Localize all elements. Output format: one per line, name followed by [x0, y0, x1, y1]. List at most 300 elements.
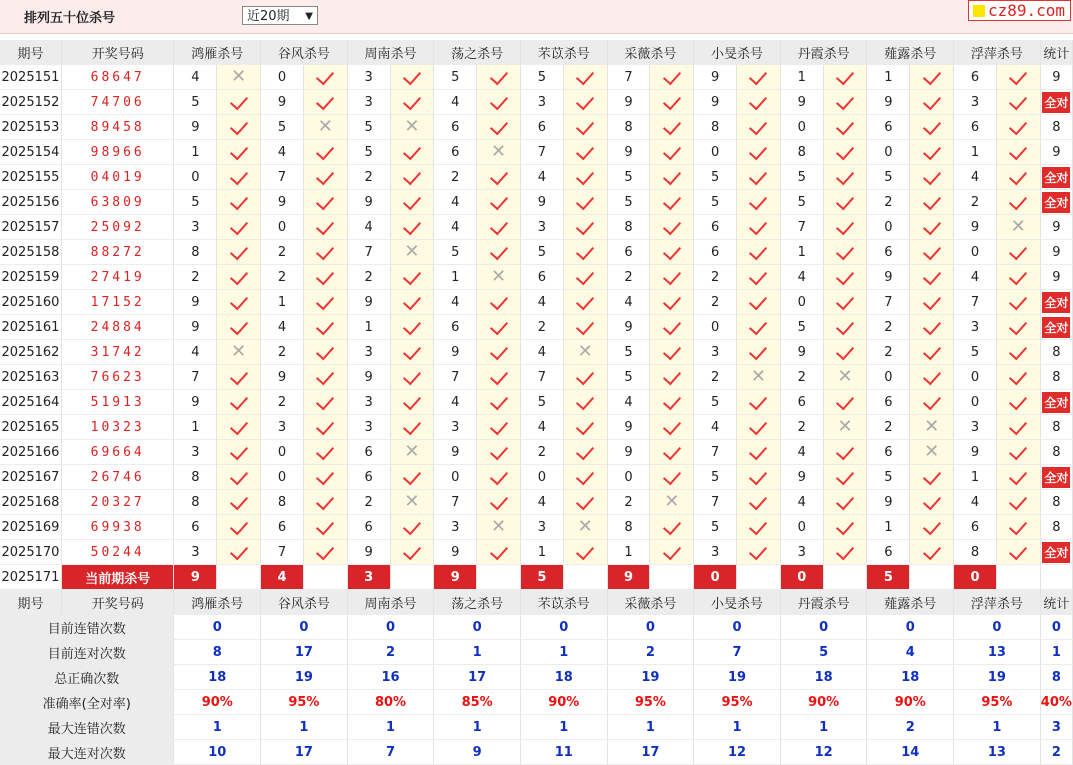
check-icon	[230, 391, 248, 410]
check-icon	[316, 66, 334, 85]
result-cell	[564, 465, 608, 490]
drawn-number-cell: 51913	[62, 390, 175, 415]
result-cell	[997, 240, 1041, 265]
table-row	[0, 165, 1073, 190]
header-row	[0, 40, 1073, 65]
cross-icon: ✕	[231, 341, 247, 362]
result-cell	[824, 215, 868, 240]
check-icon	[836, 341, 854, 360]
check-icon	[403, 266, 421, 285]
column-header-expert[interactable]: 荡之杀号	[434, 40, 521, 65]
check-icon	[1009, 291, 1027, 310]
kill-value-cell: 9	[608, 440, 651, 465]
check-icon	[836, 516, 854, 535]
summary-value: 18	[521, 665, 608, 690]
check-icon	[749, 216, 767, 235]
cross-icon: ✕	[404, 441, 420, 462]
kill-value-cell: 9	[521, 190, 564, 215]
result-cell	[910, 265, 954, 290]
kill-value-cell: 6	[867, 115, 910, 140]
kill-value-cell: 8	[261, 490, 304, 515]
summary-value: 0	[521, 615, 608, 640]
result-cell	[737, 315, 781, 340]
kill-value-cell: 2	[867, 315, 910, 340]
result-cell	[391, 415, 435, 440]
check-icon	[230, 541, 248, 560]
column-header-expert[interactable]: 周南杀号	[348, 40, 435, 65]
check-icon	[749, 441, 767, 460]
check-icon	[663, 416, 681, 435]
result-cell	[477, 490, 521, 515]
period-cell: 2025156	[0, 190, 62, 215]
summary-value: 13	[954, 640, 1041, 665]
kill-value-cell: 0	[867, 365, 910, 390]
check-icon	[663, 91, 681, 110]
period-cell: 2025152	[0, 90, 62, 115]
summary-label: 准确率(全对率)	[0, 690, 174, 715]
stat-cell: 9	[1041, 65, 1073, 90]
check-icon	[923, 116, 941, 135]
kill-value-cell: 6	[867, 240, 910, 265]
result-cell	[824, 240, 868, 265]
result-cell	[217, 440, 261, 465]
stat-cell: 9	[1041, 240, 1073, 265]
drawn-number-cell: 69664	[62, 440, 175, 465]
check-icon	[923, 191, 941, 210]
result-cell	[997, 190, 1041, 215]
check-icon	[1009, 516, 1027, 535]
kill-value-cell: 9	[608, 90, 651, 115]
result-cell	[650, 390, 694, 415]
kill-value-cell: 2	[608, 265, 651, 290]
kill-value-cell: 9	[174, 290, 217, 315]
drawn-number-cell: 27419	[62, 265, 175, 290]
kill-value-cell: 4	[781, 490, 824, 515]
summary-value: 90%	[867, 690, 954, 715]
check-icon	[663, 441, 681, 460]
check-icon	[403, 191, 421, 210]
check-icon	[663, 241, 681, 260]
kill-value-cell: 0	[867, 140, 910, 165]
summary-value: 19	[694, 665, 781, 690]
table-row	[0, 215, 1073, 240]
check-icon	[749, 166, 767, 185]
result-cell	[737, 290, 781, 315]
check-icon	[663, 166, 681, 185]
kill-value-cell: 5	[521, 390, 564, 415]
check-icon	[230, 366, 248, 385]
result-cell	[737, 415, 781, 440]
summary-value: 1	[521, 715, 608, 740]
result-cell	[391, 265, 435, 290]
cross-icon: ✕	[837, 416, 853, 437]
column-header-expert[interactable]: 小旻杀号	[694, 40, 781, 65]
result-cell	[304, 465, 348, 490]
summary-label: 总正确次数	[0, 665, 174, 690]
summary-value: 2	[867, 715, 954, 740]
column-header-expert[interactable]: 周南杀号	[348, 590, 435, 615]
summary-row	[0, 715, 1073, 740]
result-cell	[650, 290, 694, 315]
column-header-expert[interactable]: 芣苡杀号	[521, 40, 608, 65]
kill-value-cell: 5	[261, 115, 304, 140]
stat-cell: 9	[1041, 215, 1073, 240]
check-icon	[836, 191, 854, 210]
empty-cell	[564, 565, 608, 590]
summary-value: 11	[521, 740, 608, 765]
check-icon	[403, 366, 421, 385]
check-icon	[316, 366, 334, 385]
period-cell: 2025171	[0, 565, 62, 590]
kill-value-cell: 5	[954, 340, 997, 365]
column-header-expert[interactable]: 谷风杀号	[261, 590, 348, 615]
table-row	[0, 290, 1073, 315]
result-cell	[477, 90, 521, 115]
column-header-expert[interactable]: 丹霞杀号	[781, 40, 868, 65]
summary-label: 目前连错次数	[0, 615, 174, 640]
check-icon	[403, 391, 421, 410]
check-icon	[230, 116, 248, 135]
summary-value: 0	[174, 615, 261, 640]
table-row	[0, 440, 1073, 465]
kill-value-cell: 1	[781, 65, 824, 90]
stat-cell: 8	[1041, 440, 1073, 465]
column-header-expert[interactable]: 鸿雁杀号	[174, 40, 261, 65]
result-cell	[217, 290, 261, 315]
column-header-expert[interactable]: 采薇杀号	[608, 40, 695, 65]
check-icon	[230, 166, 248, 185]
kill-value-cell: 4	[521, 340, 564, 365]
result-cell	[477, 140, 521, 165]
check-icon	[489, 541, 507, 560]
result-cell	[304, 415, 348, 440]
check-icon	[1009, 91, 1027, 110]
check-icon	[316, 291, 334, 310]
period-cell: 2025167	[0, 465, 62, 490]
current-kill-value: 0	[694, 565, 737, 590]
check-icon	[576, 291, 594, 310]
check-icon	[749, 141, 767, 160]
kill-value-cell: 0	[694, 315, 737, 340]
kill-value-cell: 3	[174, 440, 217, 465]
result-cell	[564, 190, 608, 215]
kill-value-cell: 6	[694, 240, 737, 265]
check-icon	[1009, 316, 1027, 335]
summary-total: 2	[1041, 740, 1073, 765]
check-icon	[836, 166, 854, 185]
all-correct-badge: 全对	[1042, 467, 1070, 488]
check-icon	[663, 266, 681, 285]
kill-value-cell: 8	[174, 490, 217, 515]
stat-cell: 8	[1041, 490, 1073, 515]
result-cell	[824, 315, 868, 340]
empty-cell	[737, 565, 781, 590]
column-header-stats: 统计	[1041, 40, 1073, 65]
column-header-expert[interactable]: 薤露杀号	[867, 40, 954, 65]
result-cell	[737, 490, 781, 515]
result-cell	[997, 515, 1041, 540]
result-cell	[650, 265, 694, 290]
table-row	[0, 240, 1073, 265]
cross-icon: ✕	[1010, 216, 1026, 237]
kill-value-cell: 7	[434, 490, 477, 515]
result-cell	[997, 490, 1041, 515]
column-header-expert[interactable]: 浮萍杀号	[954, 40, 1041, 65]
column-header-expert[interactable]: 荡之杀号	[434, 590, 521, 615]
kill-value-cell: 3	[348, 415, 391, 440]
result-cell	[391, 140, 435, 165]
result-cell	[737, 440, 781, 465]
drawn-number-cell: 31742	[62, 340, 175, 365]
current-kill-value: 0	[954, 565, 997, 590]
summary-value: 19	[261, 665, 348, 690]
check-icon	[576, 66, 594, 85]
result-cell	[304, 265, 348, 290]
summary-row	[0, 615, 1073, 640]
kill-value-cell: 9	[867, 90, 910, 115]
kill-value-cell: 6	[954, 515, 997, 540]
result-cell	[910, 90, 954, 115]
period-range-select[interactable]	[242, 6, 318, 25]
kill-value-cell: 6	[867, 440, 910, 465]
check-icon	[576, 91, 594, 110]
result-cell	[217, 90, 261, 115]
kill-value-cell: 6	[348, 465, 391, 490]
drawn-number-cell: 26746	[62, 465, 175, 490]
summary-value: 90%	[781, 690, 868, 715]
result-cell	[304, 365, 348, 390]
check-icon	[576, 191, 594, 210]
summary-total: 0	[1041, 615, 1073, 640]
cross-icon: ✕	[490, 141, 507, 162]
result-cell	[650, 115, 694, 140]
result-cell	[304, 540, 348, 565]
result-cell	[737, 515, 781, 540]
check-icon	[316, 441, 334, 460]
period-cell: 2025168	[0, 490, 62, 515]
summary-value: 1	[694, 715, 781, 740]
check-icon	[316, 541, 334, 560]
check-icon	[230, 266, 248, 285]
result-cell	[564, 90, 608, 115]
kill-value-cell: 7	[521, 365, 564, 390]
check-icon	[403, 66, 421, 85]
check-icon	[749, 516, 767, 535]
result-cell	[824, 290, 868, 315]
kill-value-cell: 9	[608, 315, 651, 340]
kill-value-cell: 9	[954, 215, 997, 240]
check-icon	[316, 241, 334, 260]
column-header-expert[interactable]: 谷风杀号	[261, 40, 348, 65]
result-cell	[910, 465, 954, 490]
kill-value-cell: 4	[434, 390, 477, 415]
stat-cell	[1041, 290, 1073, 315]
kill-value-cell: 1	[348, 315, 391, 340]
kill-value-cell: 9	[781, 340, 824, 365]
kill-value-cell: 5	[694, 465, 737, 490]
result-cell	[217, 415, 261, 440]
table-row	[0, 115, 1073, 140]
column-header-stats: 统计	[1041, 590, 1073, 615]
kill-value-cell: 5	[348, 115, 391, 140]
kill-value-cell: 3	[174, 215, 217, 240]
check-icon	[489, 466, 507, 485]
result-cell	[564, 315, 608, 340]
result-cell	[304, 290, 348, 315]
result-cell	[650, 140, 694, 165]
result-cell	[824, 465, 868, 490]
check-icon	[403, 316, 421, 335]
check-icon	[403, 466, 421, 485]
check-icon	[316, 191, 334, 210]
current-kill-value: 3	[348, 565, 391, 590]
summary-value: 2	[348, 640, 435, 665]
summary-value: 12	[781, 740, 868, 765]
result-cell	[391, 290, 435, 315]
result-cell	[477, 290, 521, 315]
header-row	[0, 590, 1073, 615]
check-icon	[316, 141, 334, 160]
check-icon	[316, 491, 334, 510]
summary-value: 0	[261, 615, 348, 640]
check-icon	[489, 166, 507, 185]
kill-value-cell: 2	[954, 190, 997, 215]
check-icon	[663, 341, 681, 360]
column-header-expert[interactable]: 薤露杀号	[867, 590, 954, 615]
kill-value-cell: 0	[867, 215, 910, 240]
result-cell	[650, 190, 694, 215]
kill-value-cell: 5	[608, 165, 651, 190]
all-correct-badge: 全对	[1042, 392, 1070, 413]
result-cell	[217, 65, 261, 90]
check-icon	[836, 466, 854, 485]
result-cell	[910, 340, 954, 365]
check-icon	[230, 141, 248, 160]
kill-value-cell: 4	[521, 415, 564, 440]
column-header-expert[interactable]: 芣苡杀号	[521, 590, 608, 615]
check-icon	[663, 516, 681, 535]
column-header-expert[interactable]: 鸿雁杀号	[174, 590, 261, 615]
result-cell	[477, 190, 521, 215]
column-header-expert[interactable]: 丹霞杀号	[781, 590, 868, 615]
kill-value-cell: 5	[434, 240, 477, 265]
check-icon	[663, 391, 681, 410]
check-icon	[749, 316, 767, 335]
check-icon	[923, 291, 941, 310]
period-cell: 2025158	[0, 240, 62, 265]
kill-value-cell: 5	[781, 165, 824, 190]
column-header-expert[interactable]: 浮萍杀号	[954, 590, 1041, 615]
kill-value-cell: 5	[608, 340, 651, 365]
kill-value-cell: 6	[261, 515, 304, 540]
summary-row	[0, 640, 1073, 665]
result-cell	[910, 440, 954, 465]
column-header-expert[interactable]: 采薇杀号	[608, 590, 695, 615]
result-cell	[564, 65, 608, 90]
summary-value: 5	[781, 640, 868, 665]
result-cell	[477, 515, 521, 540]
kill-value-cell: 4	[348, 215, 391, 240]
kill-value-cell: 6	[434, 315, 477, 340]
kill-value-cell: 8	[694, 115, 737, 140]
kill-value-cell: 6	[348, 515, 391, 540]
check-icon	[1009, 466, 1027, 485]
period-cell: 2025153	[0, 115, 62, 140]
check-icon	[230, 316, 248, 335]
summary-value: 0	[694, 615, 781, 640]
result-cell	[824, 390, 868, 415]
check-icon	[836, 541, 854, 560]
result-cell	[997, 390, 1041, 415]
current-period-row	[0, 565, 1073, 590]
cross-icon: ✕	[404, 241, 420, 262]
stat-cell: 8	[1041, 515, 1073, 540]
result-cell	[217, 540, 261, 565]
kill-value-cell: 3	[348, 65, 391, 90]
kill-value-cell: 9	[694, 65, 737, 90]
result-cell	[391, 240, 435, 265]
check-icon	[230, 216, 248, 235]
table-row	[0, 365, 1073, 390]
check-icon	[489, 191, 507, 210]
summary-value: 0	[434, 615, 521, 640]
kill-value-cell: 9	[867, 490, 910, 515]
summary-value: 1	[434, 715, 521, 740]
check-icon	[749, 491, 767, 510]
check-icon	[403, 91, 421, 110]
summary-value: 0	[781, 615, 868, 640]
kill-value-cell: 3	[954, 415, 997, 440]
site-logo[interactable]	[968, 0, 1071, 21]
check-icon	[316, 516, 334, 535]
stat-cell	[1041, 315, 1073, 340]
result-cell	[824, 440, 868, 465]
check-icon	[923, 66, 941, 85]
kill-value-cell: 5	[521, 240, 564, 265]
check-icon	[403, 141, 421, 160]
check-icon	[230, 416, 248, 435]
kill-value-cell: 4	[434, 290, 477, 315]
check-icon	[749, 266, 767, 285]
check-icon	[576, 266, 594, 285]
check-icon	[836, 441, 854, 460]
kill-value-cell: 5	[174, 90, 217, 115]
result-cell	[477, 340, 521, 365]
period-cell: 2025154	[0, 140, 62, 165]
stat-cell	[1041, 165, 1073, 190]
kill-value-cell: 3	[521, 515, 564, 540]
check-icon	[1009, 391, 1027, 410]
result-cell	[304, 165, 348, 190]
kill-value-cell: 4	[521, 165, 564, 190]
kill-value-cell: 3	[781, 540, 824, 565]
result-cell	[564, 415, 608, 440]
drawn-number-cell: 69938	[62, 515, 175, 540]
kill-number-table	[0, 40, 1073, 765]
column-header-expert[interactable]: 小旻杀号	[694, 590, 781, 615]
kill-value-cell: 0	[954, 365, 997, 390]
kill-value-cell: 1	[954, 140, 997, 165]
result-cell	[997, 290, 1041, 315]
check-icon	[1009, 166, 1027, 185]
kill-value-cell: 0	[954, 390, 997, 415]
result-cell	[391, 365, 435, 390]
kill-value-cell: 6	[954, 65, 997, 90]
check-icon	[836, 391, 854, 410]
summary-value: 1	[954, 715, 1041, 740]
check-icon	[749, 466, 767, 485]
kill-value-cell: 0	[521, 465, 564, 490]
